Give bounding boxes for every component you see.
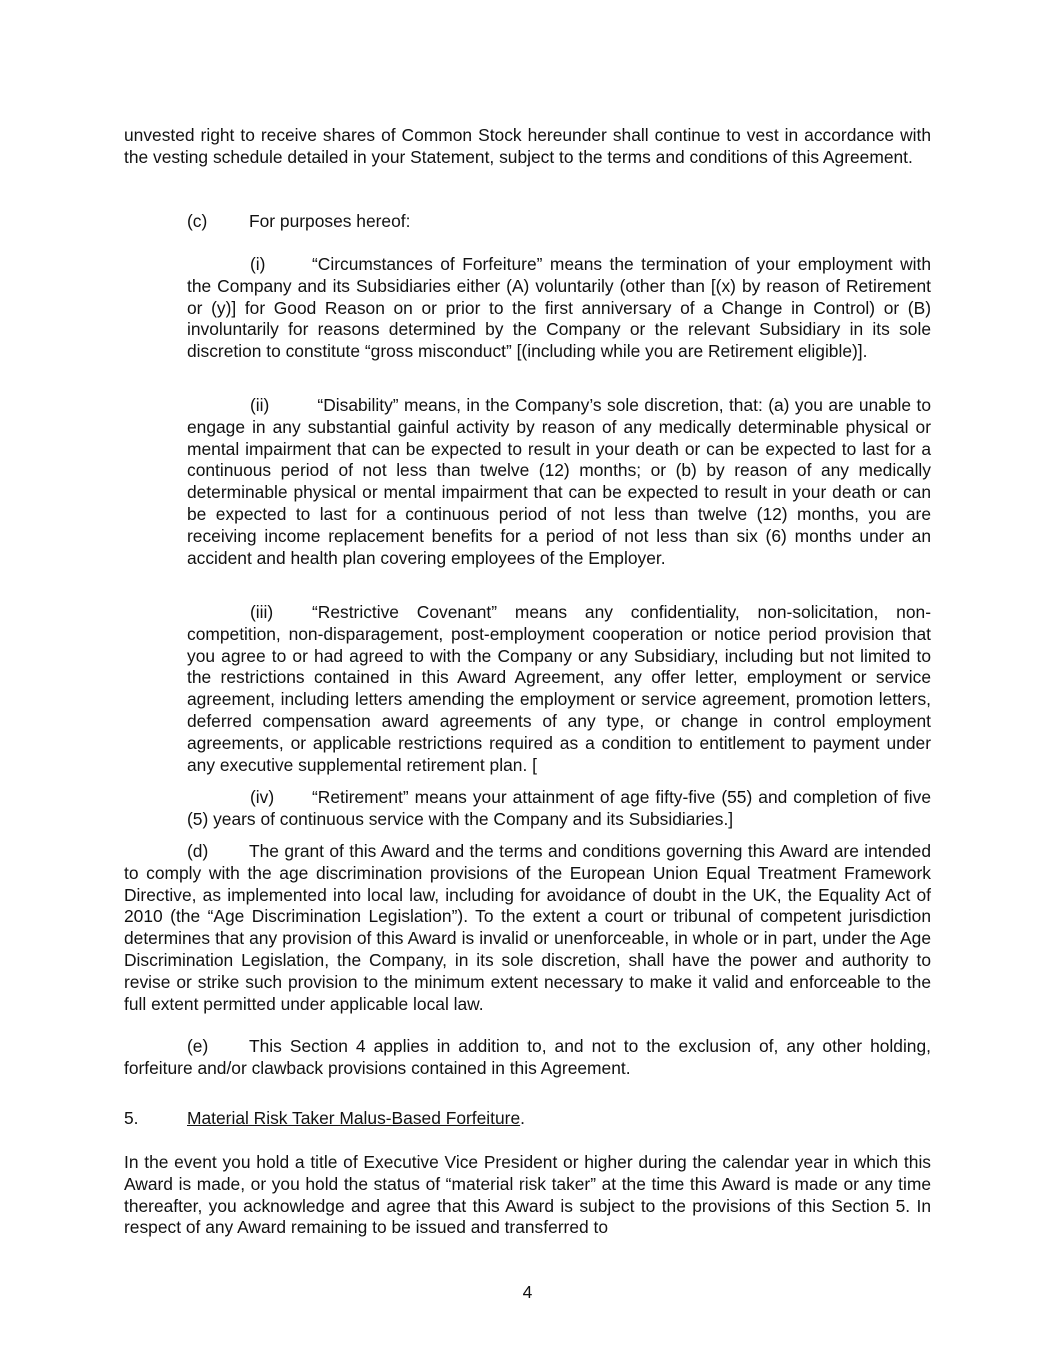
clause-d-text: The grant of this Award and the terms and conditions governing this Award are intended to comply with the age discrimination provisions of the European Union Equal Treatment Framework Directive, as implemented into local law, including for avoidance of doubt in the UK, the Equality Act of 2010 (the “Age Discrimination Legislation”). To the extent a court or tribunal of competent jurisdiction determines that any provision of this Award is invalid or unenforceable, in whole or in part, under the Age Discrimination Legislation, the Company, in its sole discretion, shall have the power and authority to revise or strike such provision to the minimum extent necessary to make it valid and enforceable to the full extent permitted under applicable local law. [124, 841, 931, 1014]
clause-iii [187, 602, 931, 776]
section-5-period: . [520, 1108, 525, 1128]
clause-d-label: (d) [187, 841, 209, 861]
section-5-heading [124, 1108, 525, 1130]
clause-ii-text: “Disability” means, in the Company’s sole discretion, that: (a) you are unable to engage in any substantial gainful activity by reason of any medically determinable physical or mental impairment that can be expected to result in your death or can be expected to last for a continuous period of not less than twelve (12) months; or (b) by reason of any medically determinable physical or mental impairment that can be expected to result in your death or can be expected to last for a continuous period of not less than twelve (12) months, you are receiving income replacement benefits for a period of not less than six (6) months under an accident and health plan covering employees of the Employer. [187, 395, 931, 568]
clause-e-label: (e) [187, 1036, 209, 1056]
section-5-number: 5. [124, 1108, 139, 1128]
clause-iii-text: “Restrictive Covenant” means any confidentiality, non-solicitation, non-competition, non-disparagement, post-employment cooperation or notice period provision that you agree to or had agreed to with the Company or any Subsidiary, including but not limited to the restrictions contained in this Award Agreement, any offer letter, employment or service agreement, including letters amending the employment or service agreement, promotion letters, deferred compensation award agreements of any type, or change in control employment agreements, or applicable restrictions required as a condition to entitlement to payment under any executive supplemental retirement plan. [ [187, 602, 931, 775]
clause-c-text: For purposes hereof: [249, 211, 411, 231]
clause-iii-label: (iii) [250, 602, 274, 622]
clause-iv [187, 787, 931, 831]
clause-ii [187, 395, 931, 569]
clause-e-text: This Section 4 applies in addition to, and not to the exclusion of, any other holding, forfeiture and/or clawback provisions contained in this Agreement. [124, 1036, 931, 1078]
clause-i [187, 254, 931, 363]
section-5-title: Material Risk Taker Malus-Based Forfeiture [187, 1108, 521, 1128]
clause-i-text: “Circumstances of Forfeiture” means the termination of your employment with the Company and its Subsidiaries either (A) voluntarily (other than [(x) by reason of Retirement or (y)] for Good Reason on or prior to the first anniversary of a Change in Control) or (B) involuntarily for reasons determined by the Company or the relevant Subsidiary in its sole discretion to constitute “gross misconduct” [(including while you are Retirement eligible)]. [187, 254, 931, 362]
clause-c-label: (c) [187, 211, 208, 231]
page-number: 4 [522, 1282, 533, 1302]
clause-e [124, 1036, 931, 1080]
intro-paragraph: unvested right to receive shares of Common Stock hereunder shall continue to vest in accordance with the vesting schedule detailed in your Statement, subject to the terms and conditions of this Agreement. [124, 125, 931, 167]
section-5-paragraph: In the event you hold a title of Executive Vice President or higher during the calendar year in which this Award is made, or you hold the status of “material risk taker” at the time this Award is made or any time thereafter, you acknowledge and agree that this Award is subject to the provisions of this Section 5. In respect of any Award remaining to be issued and transferred to [124, 1152, 931, 1238]
clause-iv-label: (iv) [250, 787, 275, 807]
clause-c [187, 211, 931, 233]
clause-d [124, 841, 931, 1015]
clause-iv-text: “Retirement” means your attainment of age fifty-five (55) and completion of five (5) years of continuous service with the Company and its Subsidiaries.] [187, 787, 931, 829]
clause-ii-label: (ii) [250, 395, 270, 415]
clause-i-label: (i) [250, 254, 266, 274]
